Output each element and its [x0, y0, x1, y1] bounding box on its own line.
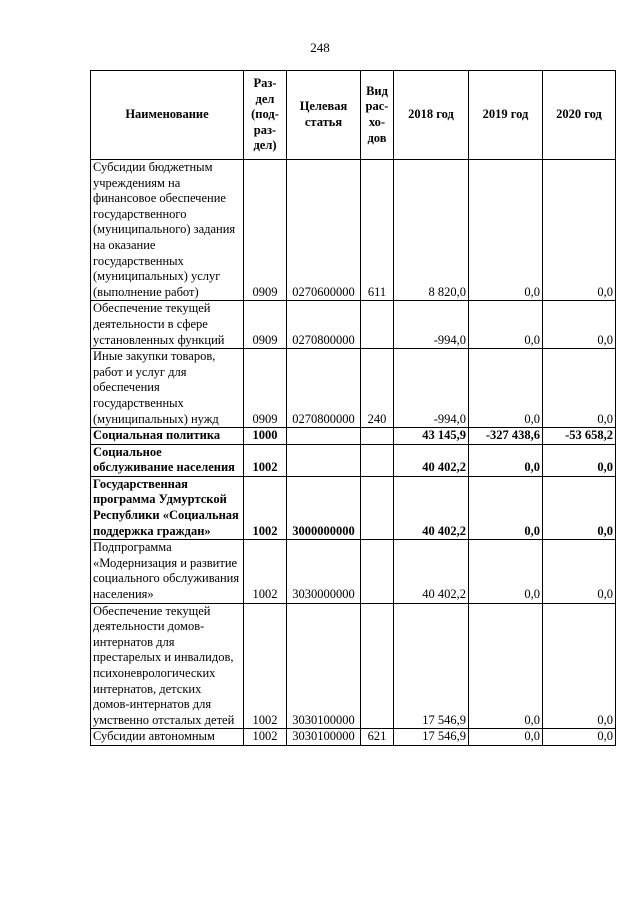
cell-name: Обеспечение текущей деятельности домов-интернатов для престарелых и инвалидов, психоневрологических интернатов, детских домов-интернатов для умственно отсталых детей	[91, 603, 244, 729]
cell-name: Государственная программа Удмуртской Республики «Социальная поддержка граждан»	[91, 476, 244, 539]
table-row	[91, 476, 616, 539]
cell-expense-type: 240	[361, 349, 394, 428]
cell-article: 0270800000	[287, 349, 361, 428]
cell-y2019: 0,0	[469, 729, 543, 746]
cell-section: 1002	[244, 540, 287, 603]
cell-article	[287, 444, 361, 476]
cell-y2020: 0,0	[543, 349, 616, 428]
cell-y2020: 0,0	[543, 301, 616, 349]
table-row	[91, 349, 616, 428]
cell-section: 0909	[244, 301, 287, 349]
cell-section: 1002	[244, 729, 287, 746]
header-2019: 2019 год	[469, 71, 543, 160]
cell-section: 0909	[244, 349, 287, 428]
cell-name: Субсидии автономным	[91, 729, 244, 746]
cell-y2018: 40 402,2	[394, 444, 469, 476]
cell-section: 1002	[244, 444, 287, 476]
header-2020: 2020 год	[543, 71, 616, 160]
table-row	[91, 444, 616, 476]
table-row	[91, 540, 616, 603]
cell-article: 0270600000	[287, 160, 361, 301]
cell-y2019: 0,0	[469, 301, 543, 349]
cell-y2019: 0,0	[469, 349, 543, 428]
cell-y2020: 0,0	[543, 540, 616, 603]
table-row	[91, 729, 616, 746]
cell-y2018: 40 402,2	[394, 476, 469, 539]
cell-y2018: -994,0	[394, 349, 469, 428]
cell-y2018: 40 402,2	[394, 540, 469, 603]
header-section: Раз- дел (под- раз- дел)	[244, 71, 287, 160]
cell-y2018: 8 820,0	[394, 160, 469, 301]
cell-section: 1002	[244, 603, 287, 729]
cell-article: 3030000000	[287, 540, 361, 603]
table-row	[91, 160, 616, 301]
cell-y2019: 0,0	[469, 603, 543, 729]
cell-expense-type	[361, 476, 394, 539]
cell-expense-type: 621	[361, 729, 394, 746]
header-article: Целевая статья	[287, 71, 361, 160]
cell-expense-type	[361, 603, 394, 729]
cell-y2019: 0,0	[469, 160, 543, 301]
cell-name: Социальное обслуживание населения	[91, 444, 244, 476]
cell-name: Иные закупки товаров, работ и услуг для обеспечения государственных (муниципальных) нужд	[91, 349, 244, 428]
cell-y2020: -53 658,2	[543, 428, 616, 445]
cell-section: 1002	[244, 476, 287, 539]
header-name: Наименование	[91, 71, 244, 160]
cell-article	[287, 428, 361, 445]
cell-y2018: 17 546,9	[394, 603, 469, 729]
header-row	[91, 71, 616, 160]
cell-y2020: 0,0	[543, 729, 616, 746]
budget-table	[90, 70, 616, 746]
cell-y2020: 0,0	[543, 160, 616, 301]
cell-article: 3000000000	[287, 476, 361, 539]
cell-name: Обеспечение текущей деятельности в сфере установленных функций	[91, 301, 244, 349]
cell-expense-type: 611	[361, 160, 394, 301]
page-number: 248	[310, 40, 330, 55]
table-row	[91, 428, 616, 445]
cell-y2019: -327 438,6	[469, 428, 543, 445]
cell-expense-type	[361, 301, 394, 349]
cell-expense-type	[361, 444, 394, 476]
cell-article: 3030100000	[287, 729, 361, 746]
cell-y2020: 0,0	[543, 603, 616, 729]
header-2018: 2018 год	[394, 71, 469, 160]
cell-article: 3030100000	[287, 603, 361, 729]
cell-y2020: 0,0	[543, 444, 616, 476]
table-row	[91, 603, 616, 729]
cell-y2019: 0,0	[469, 540, 543, 603]
table-row	[91, 301, 616, 349]
cell-y2018: -994,0	[394, 301, 469, 349]
cell-section: 1000	[244, 428, 287, 445]
cell-name: Социальная политика	[91, 428, 244, 445]
cell-expense-type	[361, 428, 394, 445]
cell-y2020: 0,0	[543, 476, 616, 539]
cell-y2019: 0,0	[469, 476, 543, 539]
cell-y2018: 43 145,9	[394, 428, 469, 445]
header-expense-type: Вид рас- хо- дов	[361, 71, 394, 160]
cell-article: 0270800000	[287, 301, 361, 349]
cell-expense-type	[361, 540, 394, 603]
cell-name: Подпрограмма «Модернизация и развитие социального обслуживания населения»	[91, 540, 244, 603]
cell-y2018: 17 546,9	[394, 729, 469, 746]
cell-section: 0909	[244, 160, 287, 301]
cell-y2019: 0,0	[469, 444, 543, 476]
cell-name: Субсидии бюджетным учреждениям на финансовое обеспечение государственного (муниципального) задания на оказание государственных (муниципальных) услуг (выполнение работ)	[91, 160, 244, 301]
